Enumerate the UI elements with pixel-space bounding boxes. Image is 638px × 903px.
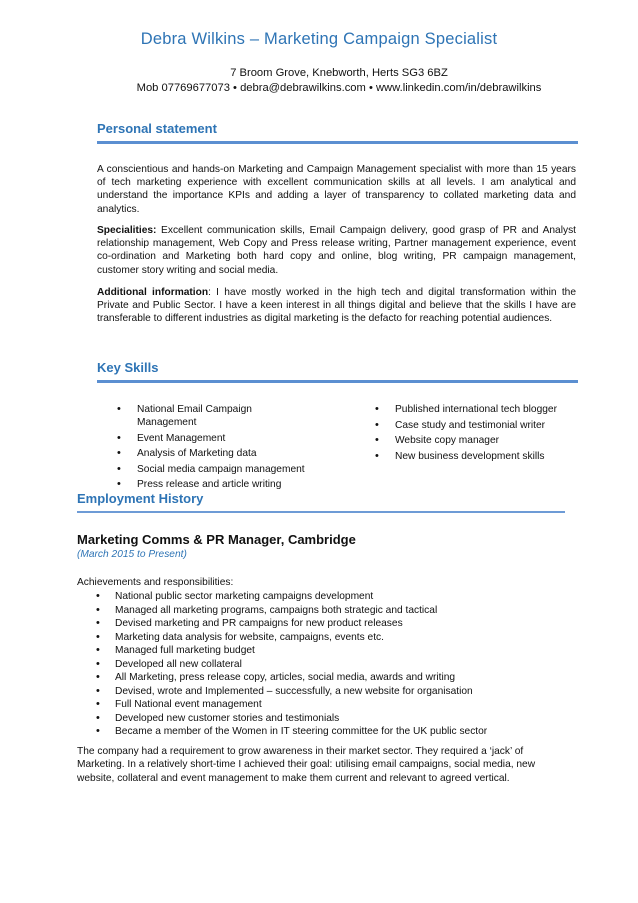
achievement-item: • Full National event management (96, 698, 566, 711)
achievement-item: • Devised marketing and PR campaigns for new product releases (96, 617, 566, 630)
achievements-list (96, 590, 566, 739)
skill-item: • New business development skills (375, 450, 585, 463)
employment-summary: The company had a requirement to grow awareness in their market sector. They required a ‘jack’ of Marketing. In a relatively short-time I achieved their goal: utilising email campaigns, social media, new website, collateral and event management to make them current and relevant to agreed vertical. (77, 746, 536, 784)
achievement-item: • Marketing data analysis for website, campaigns, events etc. (96, 631, 566, 644)
specialities-paragraph (97, 224, 576, 277)
employment-history-heading: Employment History (77, 491, 204, 506)
skills-list-right (375, 403, 585, 465)
skill-item: • Case study and testimonial writer (375, 419, 585, 432)
skill-item: • Social media campaign management (117, 463, 307, 476)
achievement-item: • All Marketing, press release copy, articles, social media, awards and writing (96, 671, 566, 684)
key-skills-rule (97, 380, 578, 383)
skill-item: • Analysis of Marketing data (117, 447, 307, 460)
intro-text: A conscientious and hands-on Marketing and Campaign Management specialist with more than 15 years of tech marketing experience with excellent communication skills at all levels. I am analytical and understand the importance KPIs and adding a layer of transparency to collated marketing data and analytics. (97, 164, 576, 215)
personal-statement-rule (97, 141, 578, 144)
specialities-label: Specialities: (97, 225, 157, 236)
intro-paragraph (97, 163, 576, 216)
skill-item: • Website copy manager (375, 434, 585, 447)
skill-item: • Published international tech blogger (375, 403, 585, 416)
employment-history-rule (77, 511, 565, 513)
key-skills-heading: Key Skills (97, 360, 159, 375)
specialities-text: Excellent communication skills, Email Campaign delivery, good grasp of PR and Analyst relationship management, Web Copy and Press release writing, Partner management experience, event co-ordination and Marketing both hard copy and online, blog writing, PR campaign management, customer story writing and social media. (97, 225, 576, 276)
job-title: Marketing Comms & PR Manager, Cambridge (77, 532, 356, 547)
achievement-item: • National public sector marketing campaigns development (96, 590, 566, 603)
achievements-label: Achievements and responsibilities: (77, 577, 234, 588)
additional-info-paragraph (97, 286, 576, 326)
skill-item: • Press release and article writing (117, 478, 307, 491)
contact-line: Mob 07769677073 • debra@debrawilkins.com • www.linkedin.com/in/debrawilkins (136, 82, 542, 94)
skill-item: • National Email Campaign Management (117, 403, 307, 429)
achievement-item: • Managed all marketing programs, campaigns both strategic and tactical (96, 604, 566, 617)
achievement-item: • Managed full marketing budget (96, 644, 566, 657)
skills-list-left (117, 403, 307, 494)
personal-statement-heading: Personal statement (97, 121, 217, 136)
additional-info-label: Additional information (97, 287, 209, 298)
achievement-item: • Developed new customer stories and testimonials (96, 712, 566, 725)
job-dates: (March 2015 to Present) (77, 549, 187, 560)
additional-info-text: : I have mostly worked in the high tech and digital transformation within the Private and Public Sector. I have a keen interest in all things digital and believe that the skills I have are transferable to different industries as digital marketing is the defacto for reaching potential audiences. (97, 287, 577, 325)
achievement-item: • Developed all new collateral (96, 658, 566, 671)
resume-title: Debra Wilkins – Marketing Campaign Specialist (140, 30, 498, 48)
address: 7 Broom Grove, Knebworth, Herts SG3 6BZ (230, 67, 448, 79)
achievement-item: • Became a member of the Women in IT steering committee for the UK public sector (96, 725, 566, 738)
achievement-item: • Devised, wrote and Implemented – successfully, a new website for organisation (96, 685, 566, 698)
skill-item: • Event Management (117, 432, 307, 445)
